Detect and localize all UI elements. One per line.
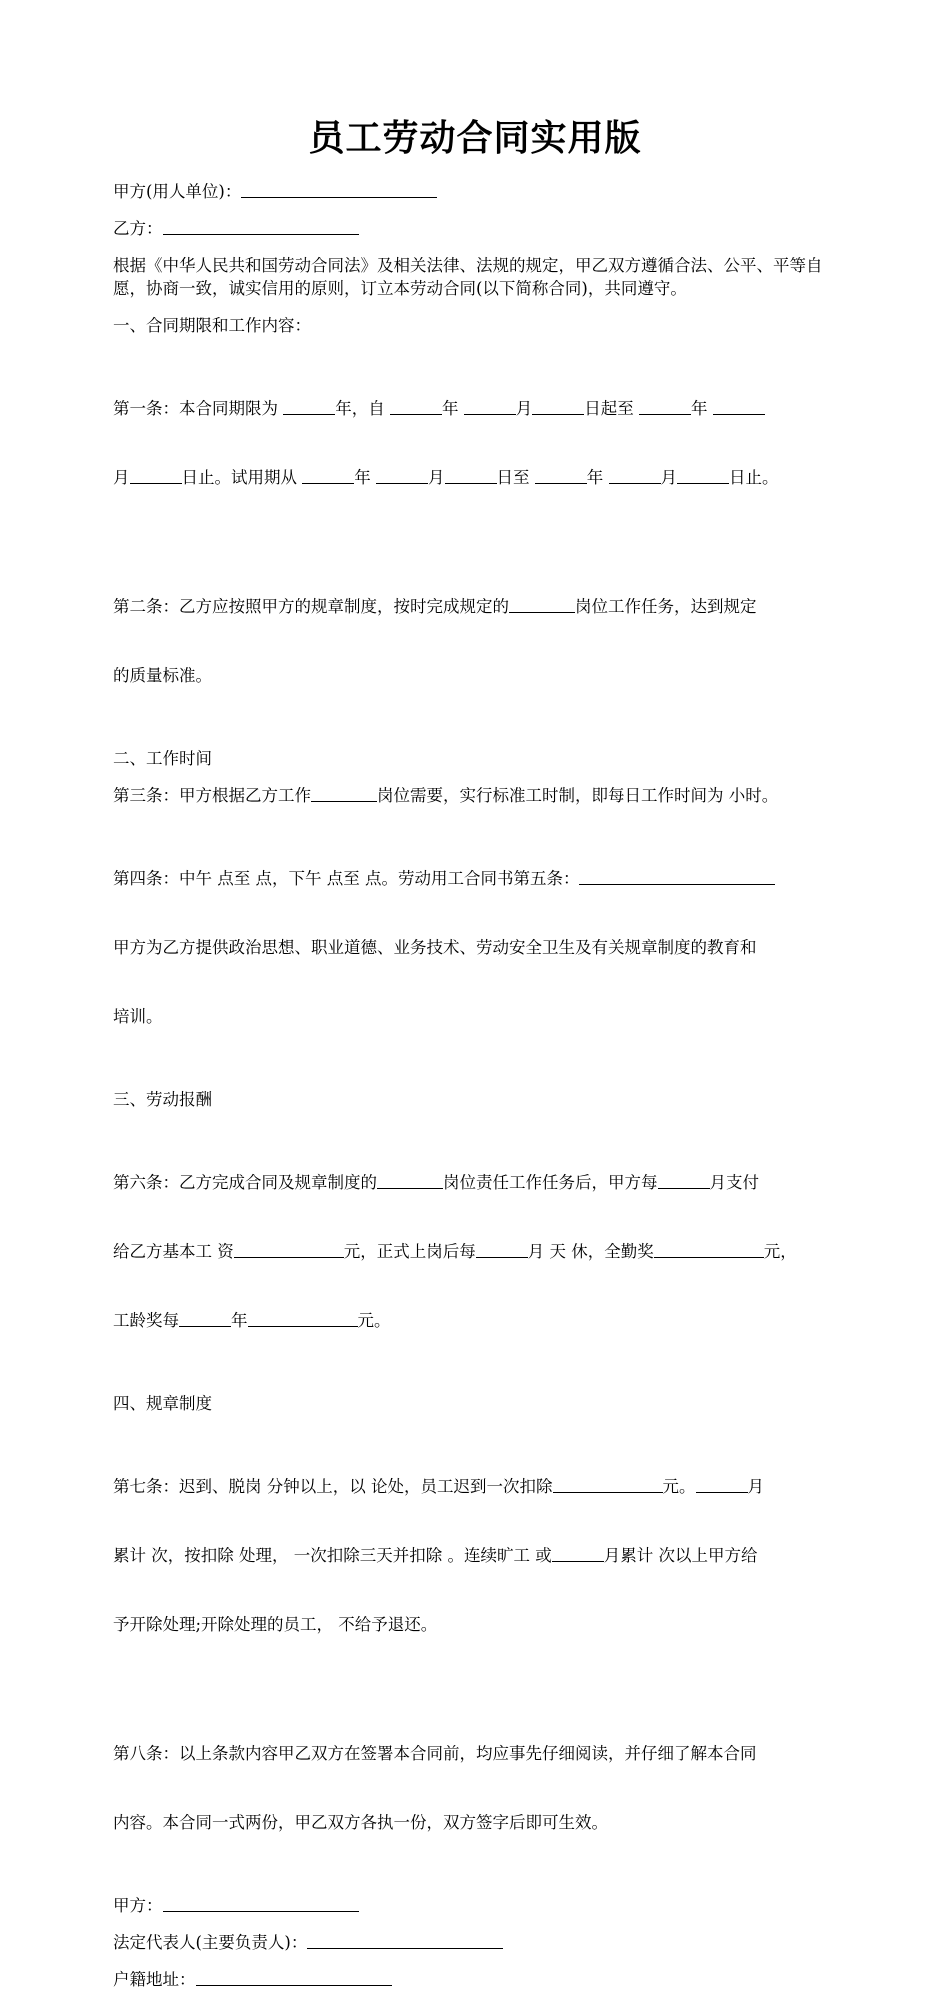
text-fragment: 年	[586, 468, 609, 487]
text-fragment: 第四条：中午 点至 点，下午 点至 点。劳动用工合同书第五条：	[113, 869, 580, 888]
party-a-blank	[241, 180, 437, 198]
fill-blank	[234, 1240, 344, 1258]
fill-blank	[179, 1309, 231, 1327]
article-4-line-2: 甲方为乙方提供政治思想、职业道德、业务技术、劳动安全卫生及有关规章制度的教育和	[113, 938, 757, 957]
text-fragment: 月	[747, 1477, 764, 1496]
fill-blank	[130, 466, 182, 484]
article-7	[113, 1429, 845, 1682]
text-fragment: 月支付	[709, 1173, 759, 1192]
document-title: 员工劳动合同实用版	[308, 117, 642, 159]
sign-party-a-blank	[163, 1894, 359, 1912]
article-8-line-2: 内容。本合同一式两份，甲乙双方各执一份，双方签字后即可生效。	[113, 1813, 608, 1832]
fill-blank	[248, 1309, 358, 1327]
fill-blank	[283, 397, 335, 415]
party-b-line	[113, 217, 845, 240]
fill-blank	[553, 1475, 663, 1493]
section-heading-3: 三、劳动报酬	[113, 1090, 212, 1109]
party-b-blank	[163, 217, 359, 235]
text-fragment: 月	[428, 468, 445, 487]
text-fragment: 元，正式上岗后每	[343, 1242, 476, 1261]
text-fragment: 元。	[662, 1477, 696, 1496]
text-fragment: 第六条：乙方完成合同及规章制度的	[113, 1173, 377, 1192]
legal-rep-blank	[307, 1931, 503, 1949]
text-fragment: 年	[442, 399, 464, 418]
article-8	[113, 1696, 845, 1880]
article-4-line-1	[113, 867, 845, 890]
fill-blank	[376, 466, 428, 484]
article-7-line-1	[113, 1475, 845, 1498]
fill-blank	[302, 466, 354, 484]
party-a-label: 甲方(用人单位)：	[113, 182, 242, 201]
fill-blank	[464, 397, 516, 415]
text-fragment: 月	[113, 468, 130, 487]
fill-blank	[696, 1475, 748, 1493]
legal-rep-label: 法定代表人(主要负责人)：	[113, 1933, 308, 1952]
text-fragment: 岗位需要，实行标准工时制，即每日工作时间为 小时。	[377, 786, 779, 805]
section-heading-4: 四、规章制度	[113, 1394, 212, 1413]
article-7-line-2	[113, 1544, 845, 1567]
document-body	[113, 180, 845, 2005]
article-6	[113, 1125, 845, 1378]
text-fragment: 第七条：迟到、脱岗 分钟以上，以 论处，员工迟到一次扣除	[113, 1477, 553, 1496]
address-line	[113, 1968, 845, 1991]
article-2-line-1	[113, 595, 845, 618]
article-8-line-1: 第八条：以上条款内容甲乙双方在签署本合同前，均应事先仔细阅读，并仔细了解本合同	[113, 1744, 757, 1763]
text-fragment: 给乙方基本工 资	[113, 1242, 234, 1261]
text-fragment: 元，	[763, 1242, 797, 1261]
article-1-line-2	[113, 466, 845, 489]
fill-blank	[677, 466, 729, 484]
sign-party-a-label: 甲方：	[113, 1896, 163, 1915]
text-fragment: 岗位工作任务，达到规定	[575, 597, 757, 616]
section-heading-2: 二、工作时间	[113, 749, 212, 768]
text-fragment: 月	[515, 399, 533, 418]
article-4	[113, 821, 845, 1074]
article-1	[113, 351, 845, 535]
section-heading-1: 一、合同期限和工作内容：	[113, 316, 311, 335]
text-fragment: 年	[231, 1311, 248, 1330]
address-blank	[196, 1968, 392, 1986]
fill-blank	[535, 466, 587, 484]
text-fragment: 元。	[357, 1311, 391, 1330]
text-fragment: 第二条：乙方应按照甲方的规章制度，按时完成规定的	[113, 597, 509, 616]
address-label: 户籍地址：	[113, 1970, 196, 1989]
article-4-line-3: 培训。	[113, 1007, 163, 1026]
fill-blank	[509, 595, 575, 613]
party-a-line	[113, 180, 845, 203]
text-fragment: 年，自	[335, 399, 390, 418]
text-fragment: 日止。	[729, 468, 779, 487]
legal-rep-line	[113, 1931, 845, 1954]
text-fragment: 月 天 休，全勤奖	[527, 1242, 654, 1261]
text-fragment: 年	[691, 399, 713, 418]
fill-blank	[639, 397, 691, 415]
fill-blank	[552, 1544, 604, 1562]
article-6-line-3	[113, 1309, 845, 1332]
party-b-label: 乙方：	[113, 219, 163, 238]
text-fragment: 第三条：甲方根据乙方工作	[113, 786, 311, 805]
article-2-line-2: 的质量标准。	[113, 666, 212, 685]
fill-blank	[579, 867, 775, 885]
article-6-line-2	[113, 1240, 845, 1263]
fill-blank	[390, 397, 442, 415]
article-1-line-1	[113, 397, 845, 420]
article-2	[113, 549, 845, 733]
fill-blank	[476, 1240, 528, 1258]
fill-blank	[532, 397, 584, 415]
text-fragment: 月累计 次以上甲方给	[603, 1546, 758, 1565]
text-fragment: 年	[354, 468, 376, 487]
text-fragment: 日止。试用期从	[181, 468, 303, 487]
text-fragment: 月	[660, 468, 677, 487]
article-3	[113, 784, 845, 807]
fill-blank	[713, 397, 765, 415]
article-6-line-1	[113, 1171, 845, 1194]
fill-blank	[377, 1171, 443, 1189]
intro-paragraph: 根据《中华人民共和国劳动合同法》及相关法律、法规的规定，甲乙双方遵循合法、公平、平等自愿，协商一致，诚实信用的原则，订立本劳动合同(以下简称合同)，共同遵守。	[113, 256, 823, 298]
fill-blank	[658, 1171, 710, 1189]
sign-party-a-line	[113, 1894, 845, 1917]
article-7-line-3: 予开除处理;开除处理的员工， 不给予退还。	[113, 1615, 438, 1634]
text-fragment: 工龄奖每	[113, 1311, 179, 1330]
fill-blank	[609, 466, 661, 484]
text-fragment: 日至	[496, 468, 535, 487]
text-fragment: 累计 次，按扣除 处理， 一次扣除三天并扣除 。连续旷工 或	[113, 1546, 552, 1565]
fill-blank	[445, 466, 497, 484]
text-fragment: 日起至	[584, 399, 639, 418]
text-fragment: 第一条：本合同期限为	[113, 399, 284, 418]
text-fragment: 岗位责任工作任务后，甲方每	[443, 1173, 658, 1192]
fill-blank	[654, 1240, 764, 1258]
fill-blank	[311, 784, 377, 802]
